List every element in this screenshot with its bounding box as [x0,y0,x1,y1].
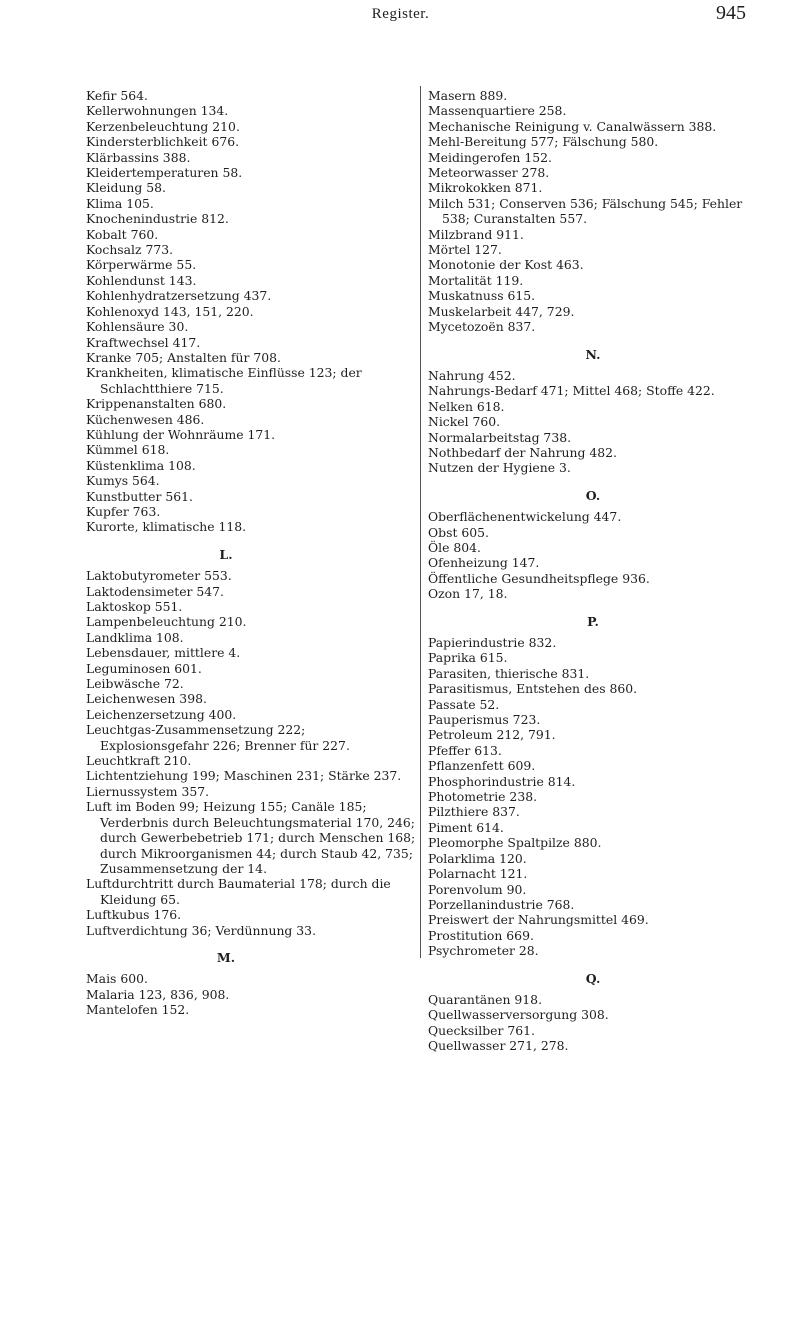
index-entries-l [86,568,416,938]
index-entry: Milzbrand 911. [428,226,524,242]
index-entry: Laktobutyrometer 553. [86,568,232,584]
column-divider [420,86,421,958]
index-entry: Mais 600. [86,971,148,987]
index-entry: Porzellanindustrie 768. [428,896,575,912]
index-entry: Paprika 615. [428,650,508,666]
index-entry: Parasiten, thierische 831. [428,665,590,681]
index-entry: Monotonie der Kost 463. [428,257,584,273]
index-entry: Normalarbeitstag 738. [428,429,572,445]
index-entry: Massenquartiere 258. [428,103,567,119]
index-entry: Papierindustrie 832. [428,635,557,650]
index-entry: Klärbassins 388. [86,149,191,165]
index-entries-m-cont [428,88,768,335]
index-entry: Luftverdichtung 36; Verdünnung 33. [86,922,317,938]
index-entry: Kleidertemperaturen 58. [86,165,243,181]
index-entry: Leuchtgas-Zusammensetzung 222; Explosionsgefahr 226; Brenner für 227. [86,722,350,753]
index-entry: Masern 889. [428,88,508,103]
index-entry: Phosphorindustrie 814. [428,773,576,789]
index-entry: Kümmel 618. [86,442,170,458]
index-column-left [86,88,416,1018]
index-entry: Kohlendunst 143. [86,272,197,288]
page-number: 945 [716,2,746,24]
index-entry: Kohlenhydratzersetzung 437. [86,288,272,304]
index-entry: Nahrungs-Bedarf 471; Mittel 468; Stoffe 422. [428,383,715,399]
index-entry: Nahrung 452. [428,367,516,383]
index-entry: Oberflächenentwickelung 447. [428,509,622,525]
index-entry: Leguminosen 601. [86,660,202,676]
index-entry: Preiswert der Nahrungsmittel 469. [428,912,649,928]
index-entry: Krippenanstalten 680. [86,396,227,412]
index-entry: Kurorte, klimatische 118. [86,519,247,535]
index-entry: Lichtentziehung 199; Maschinen 231; Stärke 237. [86,768,402,784]
index-entry: Mycetozoën 837. [428,319,536,335]
index-entry: Küchenwesen 486. [86,411,205,427]
index-entry: Nelken 618. [428,398,505,414]
index-entry: Muskatnuss 615. [428,288,536,304]
index-entry: Öffentliche Gesundheitspflege 936. [428,570,650,586]
index-entry: Nutzen der Hygiene 3. [428,460,571,476]
index-entry: Quarantänen 918. [428,991,543,1007]
index-entry: Mehl-Bereitung 577; Fälschung 580. [428,134,659,150]
index-entry: Ozon 17, 18. [428,586,508,602]
index-entry: Piment 614. [428,819,504,835]
index-column-right [428,88,768,1054]
index-entry: Küstenklima 108. [86,457,196,473]
index-entry: Kindersterblichkeit 676. [86,134,240,150]
index-entry: Leibwäsche 72. [86,676,184,692]
index-entry: Kleidung 58. [86,180,166,196]
index-entry: Mikrokokken 871. [428,180,543,196]
index-entry: Lampenbeleuchtung 210. [86,614,247,630]
index-entry: Photometrie 238. [428,789,538,805]
index-entry: Kerzenbeleuchtung 210. [86,118,240,134]
section-letter-n: N. [585,346,601,362]
index-entry: Pleomorphe Spaltpilze 880. [428,835,602,851]
index-entry: Muskelarbeit 447, 729. [428,303,575,319]
index-entry: Körperwärme 55. [86,257,197,273]
index-entries-p [428,635,768,959]
index-entry: Kohlensäure 30. [86,319,189,335]
index-entry: Kranke 705; Anstalten für 708. [86,349,281,365]
index-entry: Malaria 123, 836, 908. [86,986,230,1002]
index-entry: Luftkubus 176. [86,907,182,923]
section-letter-o: O. [585,487,601,503]
index-entry: Nothbedarf der Nahrung 482. [428,444,617,460]
index-entry: Parasitismus, Entstehen des 860. [428,681,638,697]
index-entry: Mechanische Reinigung v. Canalwässern 388. [428,118,717,134]
index-entry: Lebensdauer, mittlere 4. [86,645,241,661]
index-entry: Klima 105. [86,195,154,211]
index-entry: Prostitution 669. [428,927,534,943]
index-entry: Krankheiten, klimatische Einflüsse 123; der Schlachtthiere 715. [86,365,362,396]
index-entry: Knochenindustrie 812. [86,211,229,227]
section-letter-m: M. [216,949,236,965]
index-entries-n [428,368,768,476]
index-entries-o [428,509,768,601]
index-entry: Kumys 564. [86,473,160,489]
index-entry: Quellwasser 271, 278. [428,1038,569,1054]
index-entry: Pilzthiere 837. [428,804,520,820]
index-entry: Laktodensimeter 547. [86,583,224,599]
index-entry: Passate 52. [428,696,500,712]
index-entry: Quecksilber 761. [428,1022,535,1038]
section-letter-p: P. [587,613,599,629]
index-entry: Öle 804. [428,539,481,555]
index-entry: Polarklima 120. [428,850,527,866]
index-entry: Kochsalz 773. [86,242,174,258]
index-entry: Kupfer 763. [86,503,161,519]
index-entry: Petroleum 212, 791. [428,727,556,743]
index-entry: Leuchtkraft 210. [86,753,192,769]
index-entry: Ofenheizung 147. [428,555,540,571]
index-entry: Meidingerofen 152. [428,149,552,165]
index-entry: Kunstbutter 561. [86,488,193,504]
index-entry: Landklima 108. [86,629,184,645]
index-entry: Psychrometer 28. [428,943,539,959]
index-entry: Kraftwechsel 417. [86,334,201,350]
index-entry: Porenvolum 90. [428,881,527,897]
index-entry: Kühlung der Wohnräume 171. [86,426,276,442]
index-entry: Kefir 564. [86,88,148,103]
index-entry: Laktoskop 551. [86,599,183,614]
index-entries-q [428,992,768,1054]
index-entry: Milch 531; Conserven 536; Fälschung 545; Fehler 538; Curanstalten 557. [428,195,743,227]
index-entry: Luftdurchtritt durch Baumaterial 178; durch die Kleidung 65. [86,876,391,907]
section-letter-q: Q. [585,970,601,986]
index-entry: Quellwasserversorgung 308. [428,1007,609,1023]
index-entry: Pfeffer 613. [428,742,502,758]
index-entry: Kellerwohnungen 134. [86,103,229,119]
index-entry: Kobalt 760. [86,226,159,242]
index-entry: Nickel 760. [428,414,501,430]
index-entry: Leichenzersetzung 400. [86,706,237,722]
index-entry: Leichenwesen 398. [86,691,207,707]
index-entry: Mörtel 127. [428,242,502,258]
index-entry: Mortalität 119. [428,272,524,288]
index-entry: Obst 605. [428,524,489,540]
index-entry: Polarnacht 121. [428,866,528,882]
index-entry: Kohlenoxyd 143, 151, 220. [86,303,254,319]
index-entry: Mantelofen 152. [86,1002,190,1018]
index-entry: Pflanzenfett 609. [428,758,536,774]
index-entries-m [86,971,416,1017]
index-entry: Pauperismus 723. [428,712,541,728]
page-header-title: Register. [371,6,430,22]
index-entry: Liernussystem 357. [86,783,210,799]
index-entry: Luft im Boden 99; Heizung 155; Canäle 185; Verderbnis durch Beleuchtungsmaterial 170, 246; durch Gewerbebetrieb 171; durch Menschen 168; durch Mikroorganismen 44; durch Staub 42, 735; Zusammensetzung der 14. [86,799,416,876]
section-letter-l: L. [219,546,233,562]
index-entries-k [86,88,416,535]
index-entry: Meteorwasser 278. [428,165,550,181]
